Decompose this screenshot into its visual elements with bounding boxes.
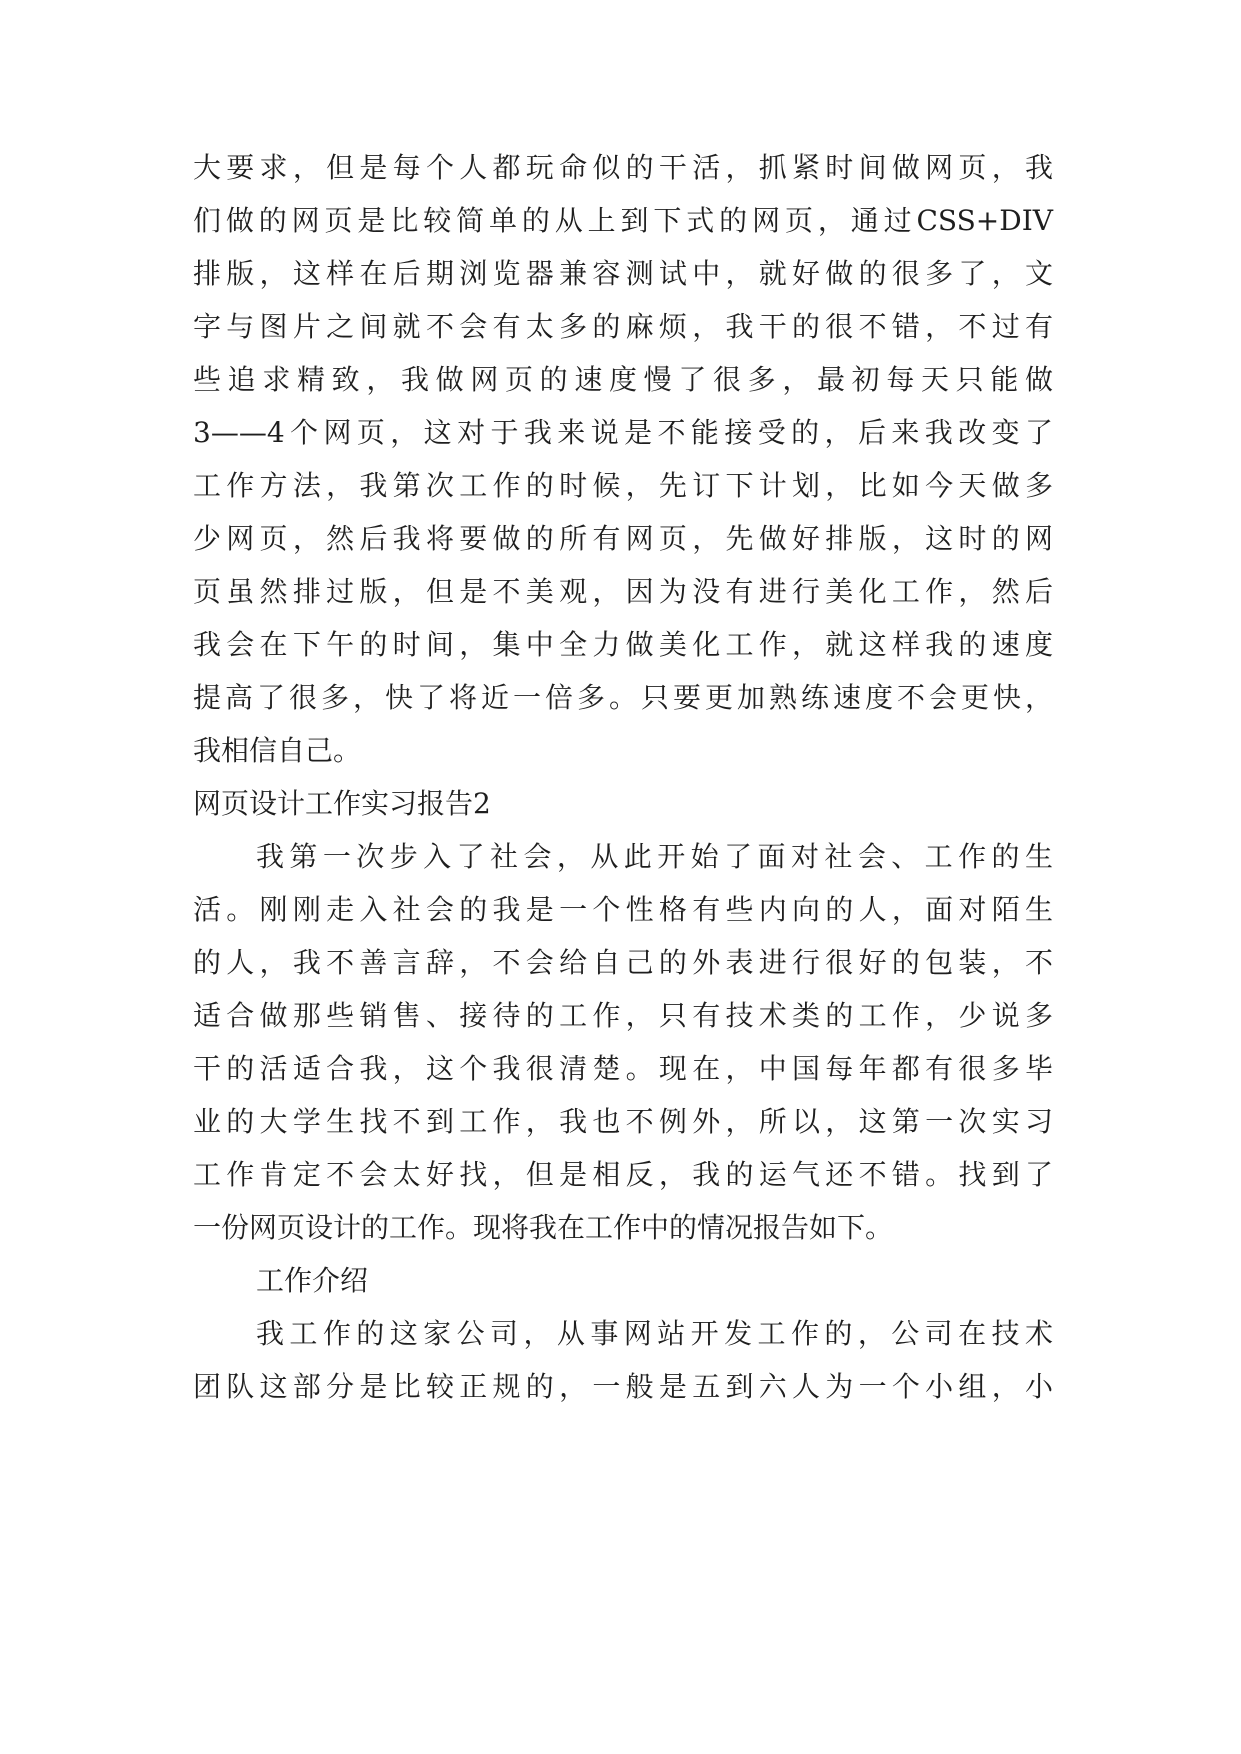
paragraph-line: 活。刚刚走入社会的我是一个性格有些内向的人，面对陌生 (193, 893, 1053, 926)
paragraph-line: 们做的网页是比较简单的从上到下式的网页，通过CSS+DIV (193, 204, 1053, 237)
paragraph-line: 团队这部分是比较正规的，一般是五到六人为一个小组，小 (193, 1370, 1053, 1403)
subheading: 工作介绍 (256, 1264, 369, 1297)
paragraph-line: 我会在下午的时间，集中全力做美化工作，就这样我的速度 (193, 628, 1053, 661)
paragraph-line: 工作方法，我第次工作的时候，先订下计划，比如今天做多 (193, 469, 1053, 502)
paragraph-line: 提高了很多，快了将近一倍多。只要更加熟练速度不会更快， (193, 681, 1053, 714)
paragraph-line: 页虽然排过版，但是不美观，因为没有进行美化工作，然后 (193, 575, 1053, 608)
paragraph-line: 干的活适合我，这个我很清楚。现在，中国每年都有很多毕 (193, 1052, 1053, 1085)
paragraph-line: 少网页，然后我将要做的所有网页，先做好排版，这时的网 (193, 522, 1053, 555)
paragraph-line: 适合做那些销售、接待的工作，只有技术类的工作，少说多 (193, 999, 1053, 1032)
section-title: 网页设计工作实习报告2 (193, 787, 491, 820)
paragraph-line: 我相信自己。 (193, 734, 362, 767)
paragraph-line: 一份网页设计的工作。现将我在工作中的情况报告如下。 (193, 1211, 894, 1244)
paragraph-line: 工作肯定不会太好找，但是相反，我的运气还不错。找到了 (193, 1158, 1053, 1191)
paragraph-line: 我工作的这家公司，从事网站开发工作的，公司在技术 (256, 1317, 1053, 1350)
paragraph-line: 业的大学生找不到工作，我也不例外，所以，这第一次实习 (193, 1105, 1053, 1138)
paragraph-line: 的人，我不善言辞，不会给自己的外表进行很好的包装，不 (193, 946, 1053, 979)
paragraph-line: 些追求精致，我做网页的速度慢了很多，最初每天只能做 (193, 363, 1053, 396)
paragraph-line: 字与图片之间就不会有太多的麻烦，我干的很不错，不过有 (193, 310, 1053, 343)
paragraph-line: 我第一次步入了社会，从此开始了面对社会、工作的生 (256, 840, 1053, 873)
paragraph-line: 排版，这样在后期浏览器兼容测试中，就好做的很多了，文 (193, 257, 1053, 290)
paragraph-line: 大要求，但是每个人都玩命似的干活，抓紧时间做网页，我 (193, 151, 1053, 184)
paragraph-line: 3——4个网页，这对于我来说是不能接受的，后来我改变了 (193, 416, 1053, 449)
